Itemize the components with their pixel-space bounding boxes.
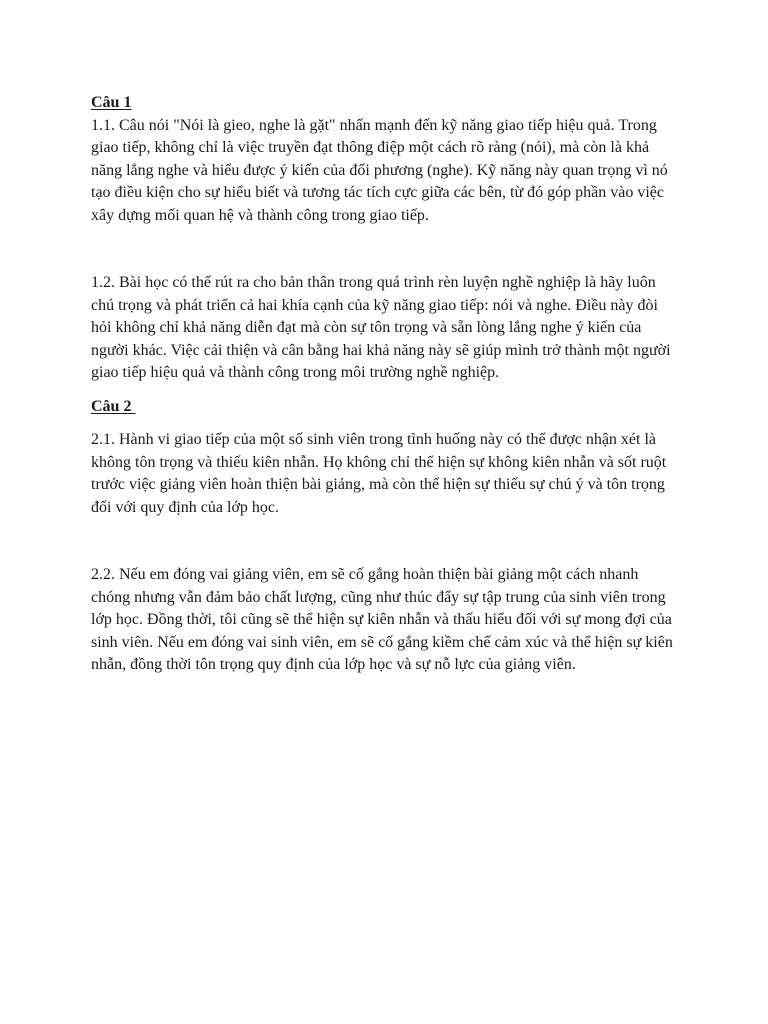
paragraph-spacer [91, 227, 681, 272]
answer-2-1-paragraph: 2.1. Hành vi giao tiếp của một số sinh viên trong tình huống này có thể được nhận xét là không tôn trọng và thiếu kiên nhẫn. Họ không chỉ thể hiện sự không kiên nhẫn và sốt ruột trước việc giảng viên hoàn thiện bài giảng, mà còn thể hiện sự thiếu sự chú ý và tôn trọng đối với quy định của lớp học. [91, 431, 667, 516]
answer-1-2-paragraph: 1.2. Bài học có thể rút ra cho bản thân trong quá trình rèn luyện nghề nghiệp là hãy luôn chú trọng và phát triển cả hai khía cạnh của kỹ năng giao tiếp: nói và nghe. Điều này đòi hỏi không chỉ khả năng diễn đạt mà còn sự tôn trọng và sẵn lòng lắng nghe ý kiến của người khác. Việc cải thiện và cân bằng hai khả năng này sẽ giúp mình trở thành một người giao tiếp hiệu quả và thành công trong môi trường nghề nghiệp. [91, 274, 671, 381]
paragraph-spacer [91, 418, 681, 429]
paragraph-spacer [91, 385, 681, 396]
answer-2-2-paragraph: 2.2. Nếu em đóng vai giảng viên, em sẽ cố gắng hoàn thiện bài giảng một cách nhanh chóng nhưng vẫn đảm bảo chất lượng, cũng như thúc đẩy sự tập trung của sinh viên trong lớp học. Đồng thời, tôi cũng sẽ thể hiện sự kiên nhẫn và thấu hiểu đối với sự mong đợi của sinh viên. Nếu em đóng vai sinh viên, em sẽ cố gắng kiềm chế cảm xúc và thể hiện sự kiên nhẫn, đồng thời tôn trọng quy định của lớp học và sự nỗ lực của giảng viên. [91, 566, 673, 673]
answer-1-1-paragraph: 1.1. Câu nói "Nói là gieo, nghe là gặt" nhấn mạnh đến kỹ năng giao tiếp hiệu quả. Trong giao tiếp, không chỉ là việc truyền đạt thông điệp một cách rõ ràng (nói), mà còn là khả năng lắng nghe và hiểu được ý kiến của đối phương (nghe). Kỹ năng này quan trọng vì nó tạo điều kiện cho sự hiểu biết và tương tác tích cực giữa các bên, từ đó góp phần vào việc xây dựng mối quan hệ và thành công trong giao tiếp. [91, 116, 668, 224]
question-2-heading: Câu 2 [91, 397, 136, 415]
paragraph-spacer [91, 519, 681, 564]
document-page [91, 92, 681, 677]
question-1-heading: Câu 1 [91, 94, 132, 111]
